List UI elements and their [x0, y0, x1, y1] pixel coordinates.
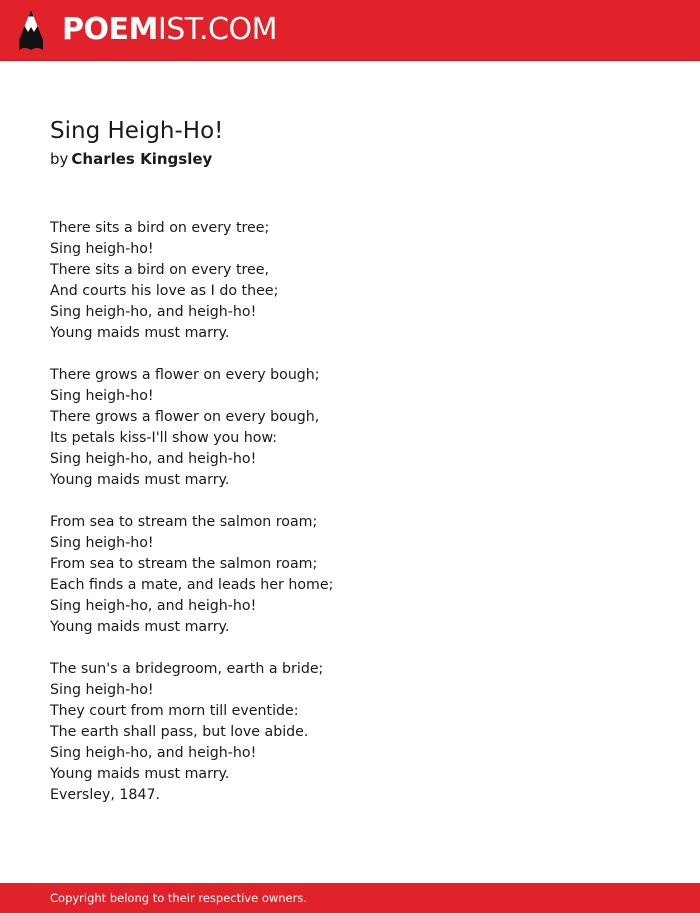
poem-line: Sing heigh-ho!	[50, 535, 154, 551]
pencil-tip-icon	[17, 10, 45, 52]
poem-line: And courts his love as I do thee;	[50, 283, 279, 299]
poem-line: Sing heigh-ho, and heigh-ho!	[50, 451, 257, 467]
poem-line: Sing heigh-ho, and heigh-ho!	[50, 304, 257, 320]
poem-line: Young maids must marry.	[50, 472, 230, 488]
site-logo-text[interactable]	[62, 12, 277, 48]
poem-line: The earth shall pass, but love abide.	[50, 724, 309, 740]
poem-line: Its petals kiss-I'll show you how:	[50, 430, 278, 446]
poem-line: From sea to stream the salmon roam;	[50, 556, 318, 572]
poem-line: From sea to stream the salmon roam;	[50, 514, 318, 530]
poem-line: Sing heigh-ho, and heigh-ho!	[50, 598, 257, 614]
poem-line: There sits a bird on every tree;	[50, 220, 270, 236]
poem-line: Eversley, 1847.	[50, 787, 161, 803]
poem-line: There grows a flower on every bough;	[50, 367, 320, 383]
byline	[50, 148, 212, 170]
poem-line: The sun's a bridegroom, earth a bride;	[50, 661, 324, 677]
poem-line: Young maids must marry.	[50, 766, 230, 782]
author-name: Charles Kingsley	[71, 150, 213, 168]
poem-line: Sing heigh-ho!	[50, 682, 154, 698]
poem-line: Each finds a mate, and leads her home;	[50, 577, 334, 593]
poem-line: There sits a bird on every tree,	[50, 262, 270, 278]
stanza	[50, 218, 650, 344]
poem-title: Sing Heigh-Ho!	[50, 118, 224, 144]
site-footer	[0, 883, 700, 913]
poem-line: Sing heigh-ho!	[50, 241, 154, 257]
poem-line: They court from morn till eventide:	[50, 703, 299, 719]
site-header	[0, 0, 700, 61]
brand-light: IST.COM	[157, 12, 277, 47]
poem-line: Sing heigh-ho!	[50, 388, 154, 404]
poem-line: There grows a flower on every bough,	[50, 409, 320, 425]
copyright-text: Copyright belong to their respective owners.	[50, 891, 308, 905]
stanza	[50, 365, 650, 491]
poem-line: Sing heigh-ho, and heigh-ho!	[50, 745, 257, 761]
stanza	[50, 659, 650, 806]
brand-bold: POEM	[62, 12, 158, 47]
poem-line: Young maids must marry.	[50, 619, 230, 635]
stanza	[50, 512, 650, 638]
poem-line: Young maids must marry.	[50, 325, 230, 341]
poem-body	[50, 218, 650, 827]
by-label: by	[50, 150, 69, 168]
